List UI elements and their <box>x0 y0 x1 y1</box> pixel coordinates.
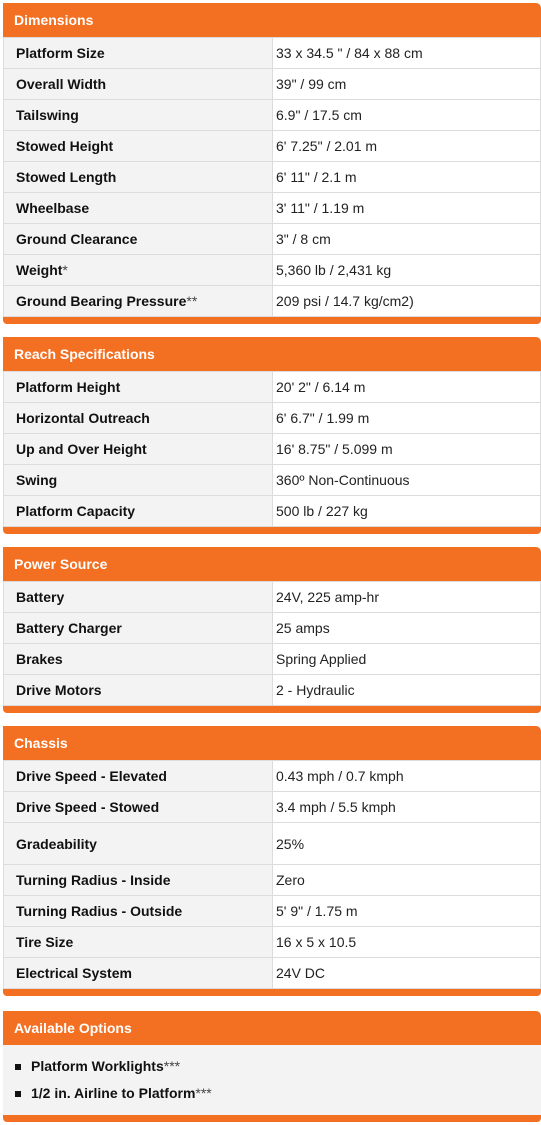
bullet-icon <box>15 1091 21 1097</box>
table-row <box>4 100 541 131</box>
row-value: 5' 9" / 1.75 m <box>273 896 541 927</box>
row-label: Overall Width <box>4 69 273 100</box>
row-value: Zero <box>273 865 541 896</box>
table-row <box>4 403 541 434</box>
option-label: Platform Worklights <box>31 1058 164 1074</box>
table-row <box>4 675 541 706</box>
row-label: Stowed Length <box>4 162 273 193</box>
table-row <box>4 193 541 224</box>
row-value: 6' 7.25" / 2.01 m <box>273 131 541 162</box>
row-value: 39" / 99 cm <box>273 69 541 100</box>
table-row <box>4 69 541 100</box>
table-row <box>4 465 541 496</box>
section-header: Available Options <box>3 1011 541 1045</box>
row-label: Swing <box>4 465 273 496</box>
table-row <box>4 958 541 989</box>
footnote-mark: *** <box>163 1058 181 1074</box>
table-row <box>4 38 541 69</box>
row-label: Wheelbase <box>4 193 273 224</box>
row-value: Spring Applied <box>273 644 541 675</box>
row-label: Battery Charger <box>4 613 273 644</box>
row-label-text: Weight <box>16 262 63 278</box>
row-label: Drive Speed - Stowed <box>4 792 273 823</box>
table-row <box>4 372 541 403</box>
table-row <box>4 823 541 865</box>
table-row <box>4 286 541 317</box>
footnote-mark: ** <box>186 293 198 309</box>
row-value: 16 x 5 x 10.5 <box>273 927 541 958</box>
row-label: Horizontal Outreach <box>4 403 273 434</box>
table-row <box>4 613 541 644</box>
row-value: 5,360 lb / 2,431 kg <box>273 255 541 286</box>
row-value: 209 psi / 14.7 kg/cm2) <box>273 286 541 317</box>
table-row <box>4 434 541 465</box>
row-label: Drive Speed - Elevated <box>4 761 273 792</box>
row-label: Gradeability <box>4 823 273 865</box>
row-value: 360º Non-Continuous <box>273 465 541 496</box>
list-item <box>15 1053 541 1080</box>
option-label: 1/2 in. Airline to Platform <box>31 1085 196 1101</box>
section-dimensions <box>3 3 541 324</box>
row-label: Turning Radius - Inside <box>4 865 273 896</box>
row-label-text: Ground Bearing Pressure <box>16 293 187 309</box>
section-footer-bar <box>3 527 541 534</box>
section-header: Reach Specifications <box>3 337 541 371</box>
section-footer-bar <box>3 1115 541 1122</box>
table-row <box>4 927 541 958</box>
row-label: Tire Size <box>4 927 273 958</box>
row-label: Electrical System <box>4 958 273 989</box>
table-row <box>4 162 541 193</box>
row-value: 24V DC <box>273 958 541 989</box>
section-footer-bar <box>3 317 541 324</box>
row-value: 0.43 mph / 0.7 kmph <box>273 761 541 792</box>
row-value: 24V, 225 amp-hr <box>273 582 541 613</box>
row-label: Stowed Height <box>4 131 273 162</box>
table-row <box>4 865 541 896</box>
section-header: Power Source <box>3 547 541 581</box>
table-row <box>4 896 541 927</box>
table-row <box>4 496 541 527</box>
spec-table <box>3 760 541 989</box>
row-value: 2 - Hydraulic <box>273 675 541 706</box>
table-row <box>4 255 541 286</box>
row-label: Battery <box>4 582 273 613</box>
row-label: Platform Height <box>4 372 273 403</box>
table-row <box>4 582 541 613</box>
row-value: 6' 6.7" / 1.99 m <box>273 403 541 434</box>
row-value: 500 lb / 227 kg <box>273 496 541 527</box>
footnote-mark: * <box>62 262 68 278</box>
row-value: 6.9" / 17.5 cm <box>273 100 541 131</box>
table-row <box>4 761 541 792</box>
row-label: Up and Over Height <box>4 434 273 465</box>
section-header: Chassis <box>3 726 541 760</box>
bullet-icon <box>15 1064 21 1070</box>
row-value: 25% <box>273 823 541 865</box>
section-header: Dimensions <box>3 3 541 37</box>
row-label: Brakes <box>4 644 273 675</box>
row-label: Ground Clearance <box>4 224 273 255</box>
row-value: 6' 11" / 2.1 m <box>273 162 541 193</box>
section-available-options <box>3 1011 541 1122</box>
footnote-mark: *** <box>195 1085 212 1101</box>
table-row <box>4 792 541 823</box>
section-reach-specifications <box>3 337 541 534</box>
section-power-source <box>3 547 541 713</box>
row-label: Turning Radius - Outside <box>4 896 273 927</box>
list-item <box>15 1080 541 1107</box>
section-footer-bar <box>3 706 541 713</box>
spec-table <box>3 371 541 527</box>
row-value: 20' 2" / 6.14 m <box>273 372 541 403</box>
table-row <box>4 644 541 675</box>
row-label: Platform Capacity <box>4 496 273 527</box>
spec-table <box>3 37 541 317</box>
row-value: 3.4 mph / 5.5 kmph <box>273 792 541 823</box>
row-label: Platform Size <box>4 38 273 69</box>
row-label <box>4 286 273 317</box>
row-value: 3' 11" / 1.19 m <box>273 193 541 224</box>
row-value: 16' 8.75" / 5.099 m <box>273 434 541 465</box>
table-row <box>4 131 541 162</box>
row-value: 25 amps <box>273 613 541 644</box>
options-list <box>3 1045 541 1115</box>
table-row <box>4 224 541 255</box>
section-footer-bar <box>3 989 541 996</box>
spec-table <box>3 581 541 706</box>
row-label: Drive Motors <box>4 675 273 706</box>
row-value: 33 x 34.5 " / 84 x 88 cm <box>273 38 541 69</box>
row-label: Tailswing <box>4 100 273 131</box>
section-chassis <box>3 726 541 996</box>
row-value: 3" / 8 cm <box>273 224 541 255</box>
row-label <box>4 255 273 286</box>
